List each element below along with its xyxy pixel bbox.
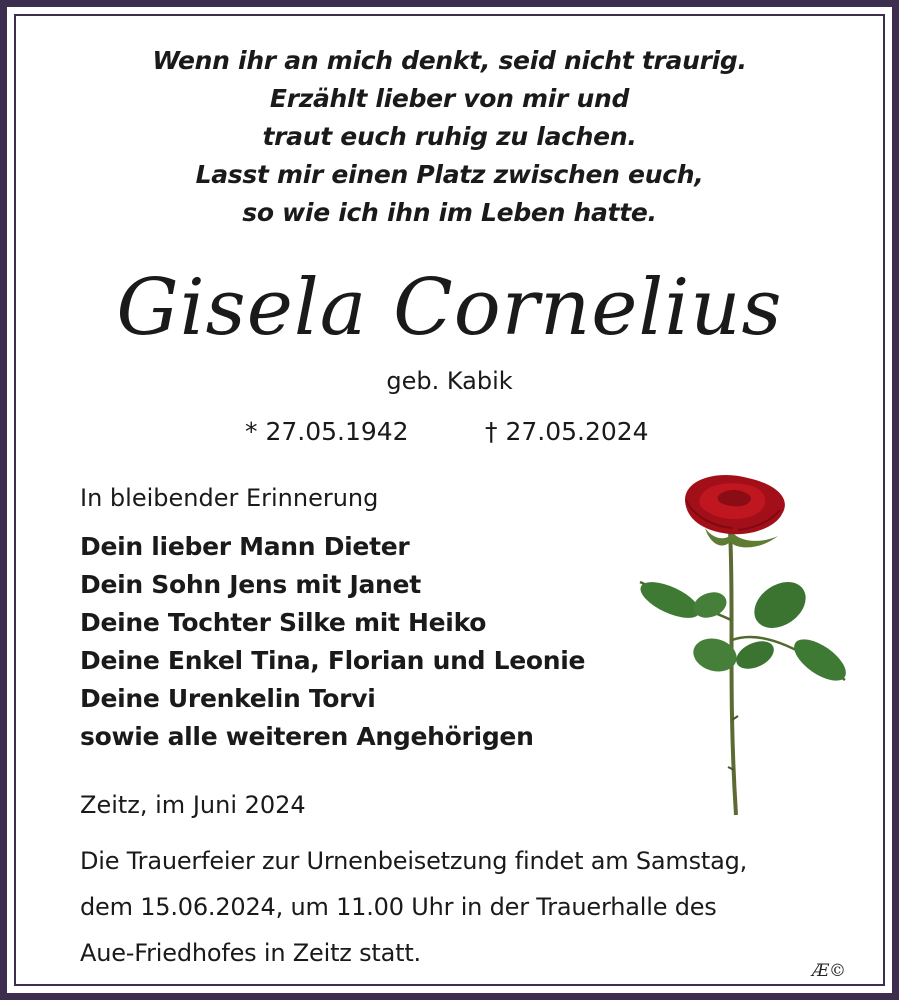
relative-item: Deine Enkel Tina, Florian und Leonie bbox=[80, 646, 586, 675]
poem-line: traut euch ruhig zu lachen. bbox=[262, 122, 637, 151]
poem-line: Erzählt lieber von mir und bbox=[269, 84, 630, 113]
death-date: † 27.05.2024 bbox=[485, 417, 649, 446]
relative-item: Dein lieber Mann Dieter bbox=[80, 532, 410, 561]
poem-line: Wenn ihr an mich denkt, seid nicht traurig. bbox=[152, 46, 747, 75]
birth-date: * 27.05.1942 bbox=[245, 417, 409, 446]
poem-line: so wie ich ihn im Leben hatte. bbox=[242, 198, 657, 227]
remembrance-text: In bleibender Erinnerung bbox=[80, 484, 379, 512]
relative-item: Deine Urenkelin Torvi bbox=[80, 684, 376, 713]
relative-item: Deine Tochter Silke mit Heiko bbox=[80, 608, 487, 637]
red-rose-icon bbox=[630, 470, 860, 820]
deceased-name: Gisela Cornelius bbox=[116, 263, 783, 353]
relative-item: sowie alle weiteren Angehörigen bbox=[80, 722, 534, 751]
life-dates bbox=[245, 414, 665, 450]
signature-mark: Æ© bbox=[812, 961, 847, 981]
relatives-list bbox=[80, 528, 585, 756]
relative-item: Dein Sohn Jens mit Janet bbox=[80, 570, 421, 599]
ceremony-line: Die Trauerfeier zur Urnenbeisetzung findet am Samstag, bbox=[80, 847, 748, 875]
ceremony-notice bbox=[80, 838, 820, 976]
maiden-name: geb. Kabik bbox=[386, 367, 513, 395]
poem bbox=[0, 42, 899, 232]
poem-line: Lasst mir einen Platz zwischen euch, bbox=[195, 160, 704, 189]
place-date: Zeitz, im Juni 2024 bbox=[80, 791, 306, 819]
ceremony-line: Aue-Friedhofes in Zeitz statt. bbox=[80, 939, 421, 967]
ceremony-line: dem 15.06.2024, um 11.00 Uhr in der Trauerhalle des bbox=[80, 893, 717, 921]
